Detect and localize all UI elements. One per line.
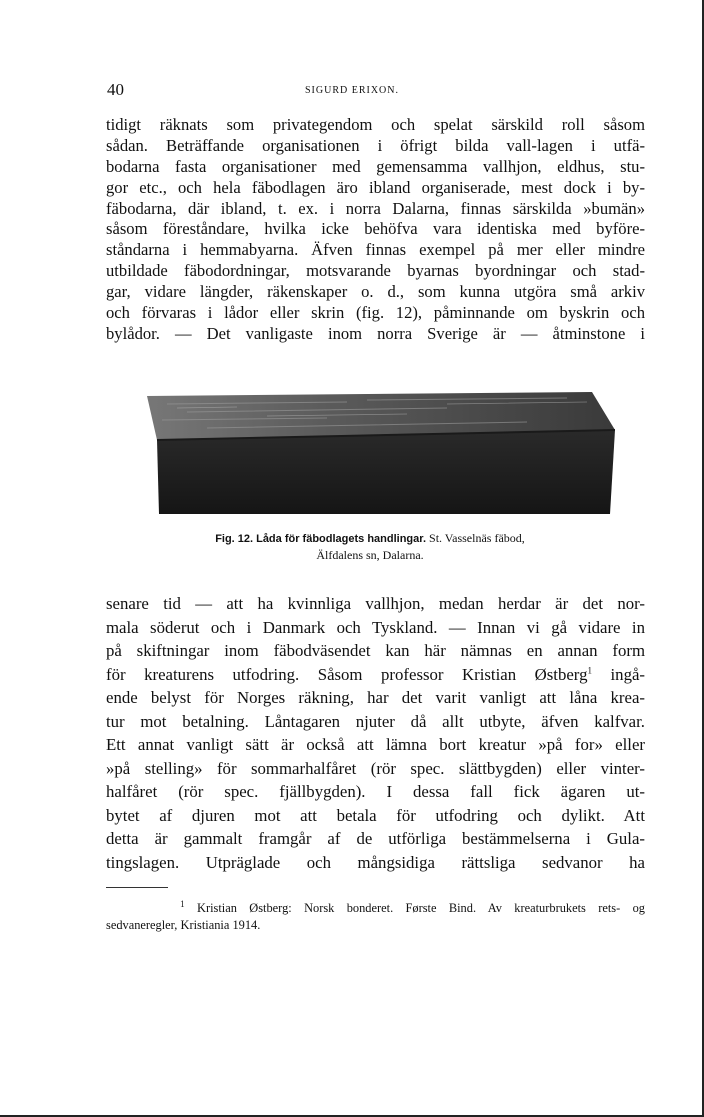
text-line: gor etc., och hela fäbodlagen äro ibland organiserade, mest dock i by-	[106, 177, 645, 197]
footnote-line: sedvaneregler, Kristiania 1914.	[106, 918, 261, 932]
footnote-ref: 1	[587, 664, 592, 675]
caption-line2: Älfdalens sn, Dalarna.	[316, 548, 424, 562]
text-line: tingslagen. Utpräglade och mångsidiga rättsliga sedvanor ha	[106, 852, 645, 872]
footnote-line	[106, 900, 645, 917]
text-line: gar, vidare längder, räkenskaper o. d., som kunna utgöra små arkiv	[106, 282, 645, 302]
footnote	[106, 900, 645, 934]
caption-title: Låda för fäbodlagets handlingar.	[256, 533, 427, 545]
text-fragment: för kreaturens utfodring. Såsom professor Kristian Østberg	[106, 664, 588, 684]
text-line: och förvaras i lådor eller skrin (fig. 12), påminnande om byskrin och	[106, 303, 645, 323]
text-line: tur mot betalning. Låntagaren njuter då allt utbyte, äfven kalfvar.	[106, 711, 645, 731]
page-number: 40	[107, 80, 124, 99]
text-line: »på stelling» för sommarhalfåret (rör spec. slättbygden) eller vinter-	[106, 758, 645, 778]
text-line: senare tid — att ha kvinnliga vallhjon, medan herdar är det nor-	[106, 594, 645, 613]
text-line: på skiftningar inom fäbodväsendet kan här nämnas en annan form	[106, 641, 645, 660]
text-line: utbildade fäbodordningar, motsvarande byarnas byordningar och stad-	[106, 261, 645, 281]
text-line: detta är gammalt framgår af de utförliga bestämmelserna i Gula-	[106, 829, 645, 848]
running-head: SIGURD ERIXON.	[305, 85, 399, 96]
caption-place: St. Vasselnäs fäbod,	[429, 531, 525, 545]
text-line: bytet af djuren mot att betala för utfodring och dylikt. Att	[106, 805, 645, 825]
text-line-with-footnote	[106, 663, 645, 687]
text-line: såsom föreståndare, hvilka icke behöfva vara identiska med byföre-	[106, 219, 645, 239]
footnote-rule	[106, 887, 168, 888]
text-line: Ett annat vanligt sätt är också att lämna bort kreatur »på for» eller	[106, 735, 645, 754]
figure-caption	[150, 530, 590, 563]
text-line: mala söderut och i Danmark och Tyskland. — Innan vi gå vidare in	[106, 617, 645, 637]
paragraph-1	[106, 115, 645, 345]
text-line: ståndarna i hemmabyarna. Äfven finnas exempel på mer eller mindre	[106, 240, 645, 260]
caption-label: Fig. 12.	[215, 533, 254, 545]
text-line: ende belyst för Norges räkning, har det varit vanligt att låna krea-	[106, 688, 645, 707]
figure-box-photo	[147, 390, 615, 515]
text-line: sådan. Beträffande organisationen i öfrigt bilda vall-lagen i utfä-	[106, 135, 645, 155]
footnote-mark: 1	[180, 898, 185, 909]
text-line: bodarna fasta organisationer med gemensamma vallhjon, eldhus, stu-	[106, 156, 645, 176]
text-line: tidigt räknats som privategendom och spelat särskild roll såsom	[106, 115, 645, 134]
text-line: bylådor. — Det vanligaste inom norra Sverige är — åtminstone i	[106, 323, 645, 343]
wooden-box-image	[147, 390, 615, 515]
text-line: halfåret (rör spec. fjällbygden). I dessa fall fick ägaren ut-	[106, 782, 645, 801]
footnote-text: Kristian Østberg: Norsk bonderet. Første Bind. Av kreaturbrukets rets- og	[197, 901, 645, 915]
text-line: fäbodarna, där ibland, t. ex. i norra Dalarna, finnas särskilda »bumän»	[106, 198, 645, 218]
text-fragment: ingå-	[591, 664, 645, 684]
paragraph-2	[106, 592, 645, 874]
